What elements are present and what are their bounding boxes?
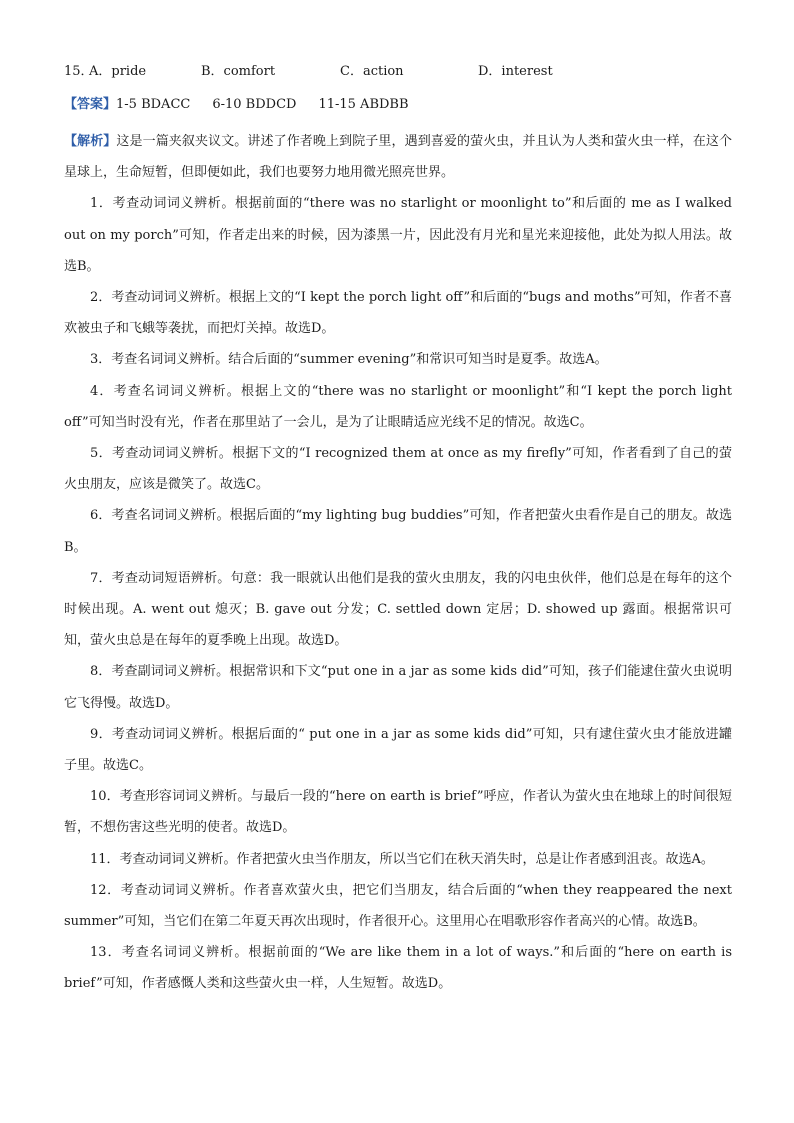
analysis-item-8: 8．考查副词词义辨析。根据常识和下文“put one in a jar as some kids did”可知，孩子们能逮住萤火虫说明它飞得慢。故选D。 — [64, 664, 732, 711]
analysis-section — [64, 126, 732, 1000]
answer-group-1: 1-5 BDACC — [116, 97, 191, 112]
analysis-item-11: 11．考查动词词义辨析。作者把萤火虫当作朋友，所以当它们在秋天消失时，总是让作者感到沮丧。故选A。 — [90, 851, 714, 867]
answer-group-3: 11-15 ABDBB — [318, 97, 409, 112]
analysis-tag: 【解析】 — [64, 134, 117, 149]
analysis-item-12: 12．考查动词词义辨析。作者喜欢萤火虫，把它们当朋友，结合后面的“when they reappeared the next summer”可知，当它们在第二年夏天再次出现时，作者很开心。这里用心在唱歌形容作者高兴的心情。故选B。 — [64, 882, 732, 930]
option-c: C．action — [340, 64, 404, 79]
option-d: D．interest — [478, 64, 553, 79]
analysis-item-10: 10．考查形容词词义辨析。与最后一段的“here on earth is brief”呼应，作者认为萤火虫在地球上的时间很短暂，不想伤害这些光明的使者。故选D。 — [64, 789, 732, 836]
answer-key — [64, 95, 431, 115]
answer-group-2: 6-10 BDDCD — [212, 97, 297, 112]
analysis-item-6: 6．考查名词词义辨析。根据后面的“my lighting bug buddies”可知，作者把萤火虫看作是自己的朋友。故选B。 — [64, 508, 732, 555]
option-a: A．pride — [89, 64, 147, 79]
analysis-item-5: 5．考查动词词义辨析。根据下文的“I recognized them at once as my firefly”可知，作者看到了自己的萤火虫朋友，应该是微笑了。故选C。 — [64, 446, 732, 493]
analysis-item-1: 1．考查动词词义辨析。根据前面的“there was no starlight or moonlight to”和后面的 me as I walked out on my porch”可知，作者走出来的时候，因为漆黑一片，因此没有月光和星光来迎接他，此处为拟人用法。故选B。 — [64, 196, 732, 274]
analysis-item-3: 3．考查名词词义辨析。结合后面的“summer evening”和常识可知当时是夏季。故选A。 — [90, 352, 608, 368]
analysis-item-9: 9．考查动词词义辨析。根据后面的“ put one in a jar as some kids did”可知，只有逮住萤火虫才能放进罐子里。故选C。 — [64, 726, 732, 774]
analysis-intro — [64, 126, 732, 188]
answer-tag: 【答案】 — [64, 97, 117, 112]
analysis-item-7: 7．考查动词短语辨析。句意：我一眼就认出他们是我的萤火虫朋友，我的闪电虫伙伴，他们总是在每年的这个时候出现。A. went out 熄灭；B. gave out 分发；C. settled down 定居；D. showed up 露面。根据常识可知，萤火虫总是在每年的夏季晚上出现。故选D。 — [64, 570, 732, 649]
analysis-item-2: 2．考查动词词义辨析。根据上文的“I kept the porch light off”和后面的“bugs and moths”可知，作者不喜欢被虫子和飞蛾等袭扰，而把灯关掉。故选D。 — [64, 290, 732, 337]
analysis-item-13: 13．考查名词词义辨析。根据前面的“We are like them in a lot of ways.”和后面的“here on earth is brief”可知，作者感慨人类和这些萤火虫一样，人生短暂。故选D。 — [64, 945, 732, 992]
question-15-number: 15． — [64, 64, 94, 79]
analysis-item-4: 4．考查名词词义辨析。根据上文的“there was no starlight or moonlight”和“I kept the porch light off”可知当时没有光，作者在那里站了一会儿，是为了让眼睛适应光线不足的情况。故选C。 — [64, 383, 732, 430]
option-b: B．comfort — [201, 64, 276, 79]
analysis-intro-text: 这是一篇夹叙夹议文。讲述了作者晚上到院子里，遇到喜爱的萤火虫，并且认为人类和萤火虫一样，在这个星球上，生命短暂，但即便如此，我们也要努力地用微光照亮世界。 — [64, 134, 732, 181]
